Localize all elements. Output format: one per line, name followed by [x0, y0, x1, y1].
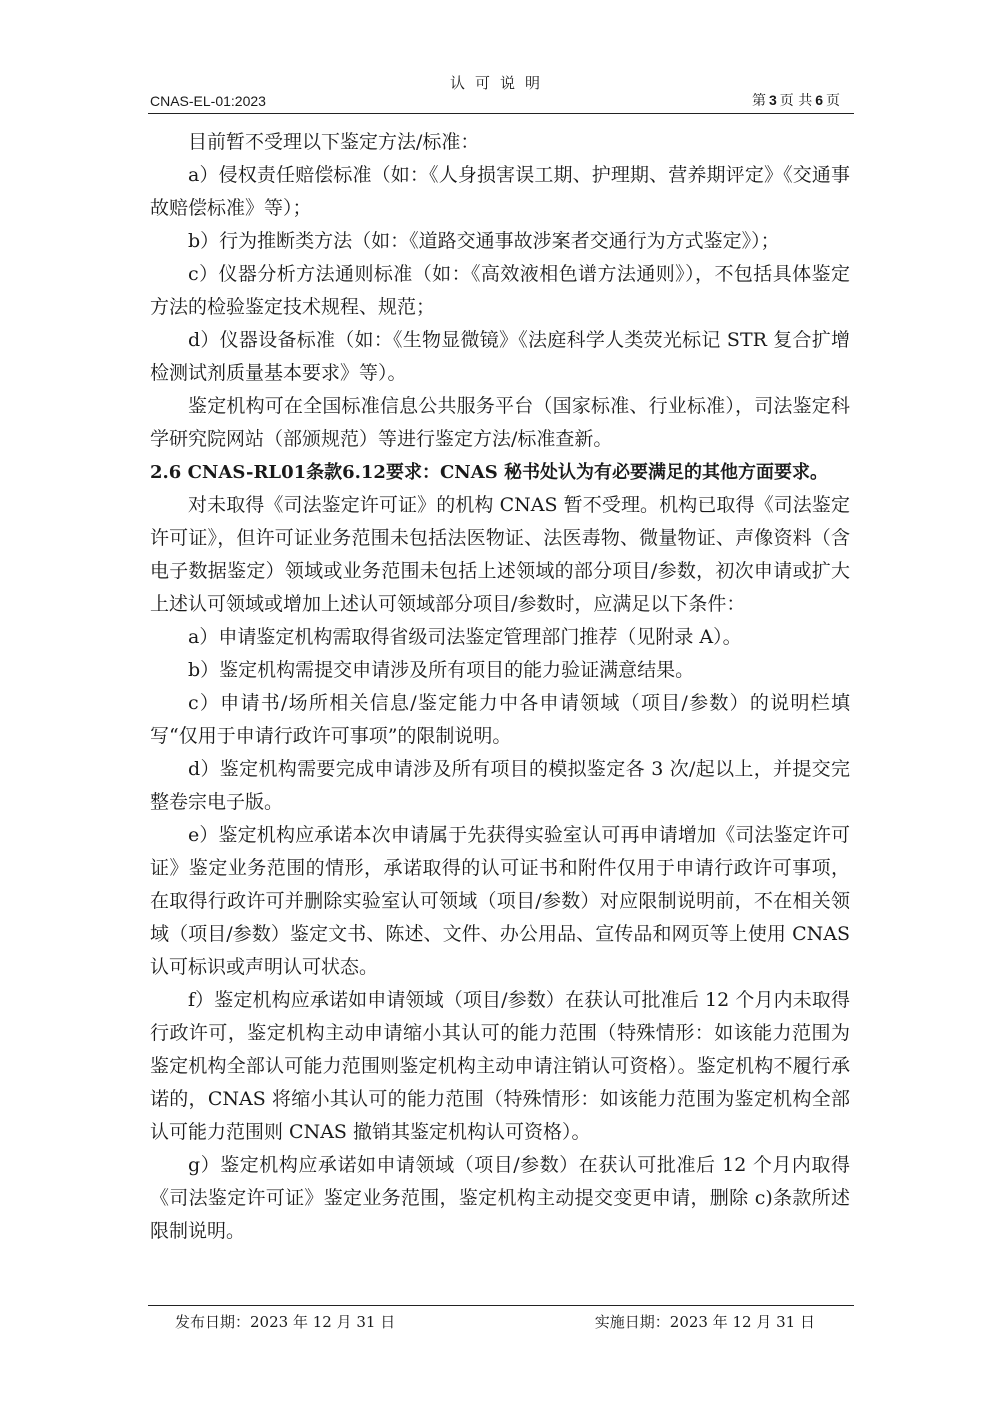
- page-current: 3: [768, 92, 777, 108]
- list-item: e）鉴定机构应承诺本次申请属于先获得实验室认可再申请增加《司法鉴定许可证》鉴定业务范围的情形，承诺取得的认可证书和附件仅用于申请行政许可事项，在取得行政许可并删除实验室认可领域（项目/参数）对应限制说明前，不在相关领域（项目/参数）鉴定文书、陈述、文件、办公用品、宣传品和网页等上使用 CNAS 认可标识或声明认可状态。: [150, 824, 850, 978]
- list-item: a）侵权责任赔偿标准（如：《人身损害误工期、护理期、营养期评定》《交通事故赔偿标准》等）；: [150, 164, 850, 219]
- paragraph: 鉴定机构可在全国标准信息公共服务平台（国家标准、行业标准），司法鉴定科学研究院网站（部颁规范）等进行鉴定方法/标准查新。: [150, 395, 850, 450]
- list-item: d）鉴定机构需要完成申请涉及所有项目的模拟鉴定各 3 次/起以上，并提交完整卷宗电子版。: [150, 758, 850, 813]
- list-item: b）鉴定机构需提交申请涉及所有项目的能力验证满意结果。: [188, 659, 695, 681]
- page-prefix: 第: [751, 93, 766, 109]
- page-total: 6: [815, 92, 823, 108]
- list-item: f）鉴定机构应承诺如申请领域（项目/参数）在获认可批准后 12 个月内未取得行政许可，鉴定机构主动申请缩小其认可的能力范围（特殊情形：如该能力范围为鉴定机构全部认可能力范围则鉴定机构主动申请注销认可资格）。鉴定机构不履行承诺的，CNAS 将缩小其认可的能力范围（特殊情形：如该能力范围为鉴定机构全部认可能力范围则 CNAS 撤销其鉴定机构认可资格）。: [150, 989, 850, 1143]
- list-item: d）仪器设备标准（如：《生物显微镜》《法庭科学人类荧光标记 STR 复合扩增检测试剂质量基本要求》等）。: [150, 329, 850, 384]
- section-heading: 2.6 CNAS-RL01条款6.12要求：CNAS 秘书处认为有必要满足的其他方面要求。: [150, 462, 828, 483]
- header-title: 认可说明: [449, 74, 550, 92]
- document-body: [150, 126, 850, 1248]
- list-item: c）申请书/场所相关信息/鉴定能力中各申请领域（项目/参数）的说明栏填写“仅用于申请行政许可事项”的限制说明。: [150, 692, 850, 747]
- paragraph: 对未取得《司法鉴定许可证》的机构 CNAS 暂不受理。机构已取得《司法鉴定许可证》，但许可证业务范围未包括法医物证、法医毒物、微量物证、声像资料（含电子数据鉴定）领域或业务范围未包括上述领域的部分项目/参数，初次申请或扩大上述认可领域或增加上述认可领域部分项目/参数时，应满足以下条件：: [150, 494, 850, 615]
- header-rule: [148, 113, 854, 114]
- document-code: CNAS-EL-01:2023: [150, 93, 266, 109]
- effective-date: 实施日期：2023 年 12 月 31 日: [594, 1313, 815, 1331]
- list-item: a）申请鉴定机构需取得省级司法鉴定管理部门推荐（见附录 A）。: [188, 626, 742, 648]
- list-item: c）仪器分析方法通则标准（如：《高效液相色谱方法通则》），不包括具体鉴定方法的检验鉴定技术规程、规范；: [150, 263, 850, 318]
- footer-rule: [148, 1305, 854, 1306]
- page-mid: 页 共: [779, 93, 813, 109]
- list-item: g）鉴定机构应承诺如申请领域（项目/参数）在获认可批准后 12 个月内取得《司法鉴定许可证》鉴定业务范围，鉴定机构主动提交变更申请，删除 c)条款所述限制说明。: [150, 1154, 850, 1242]
- issue-date: 发布日期：2023 年 12 月 31 日: [175, 1313, 396, 1331]
- list-item: b）行为推断类方法（如：《道路交通事故涉案者交通行为方式鉴定》）；: [188, 230, 780, 252]
- page-number: [752, 90, 840, 110]
- paragraph: 目前暂不受理以下鉴定方法/标准：: [188, 131, 480, 153]
- page-suffix: 页: [826, 93, 840, 109]
